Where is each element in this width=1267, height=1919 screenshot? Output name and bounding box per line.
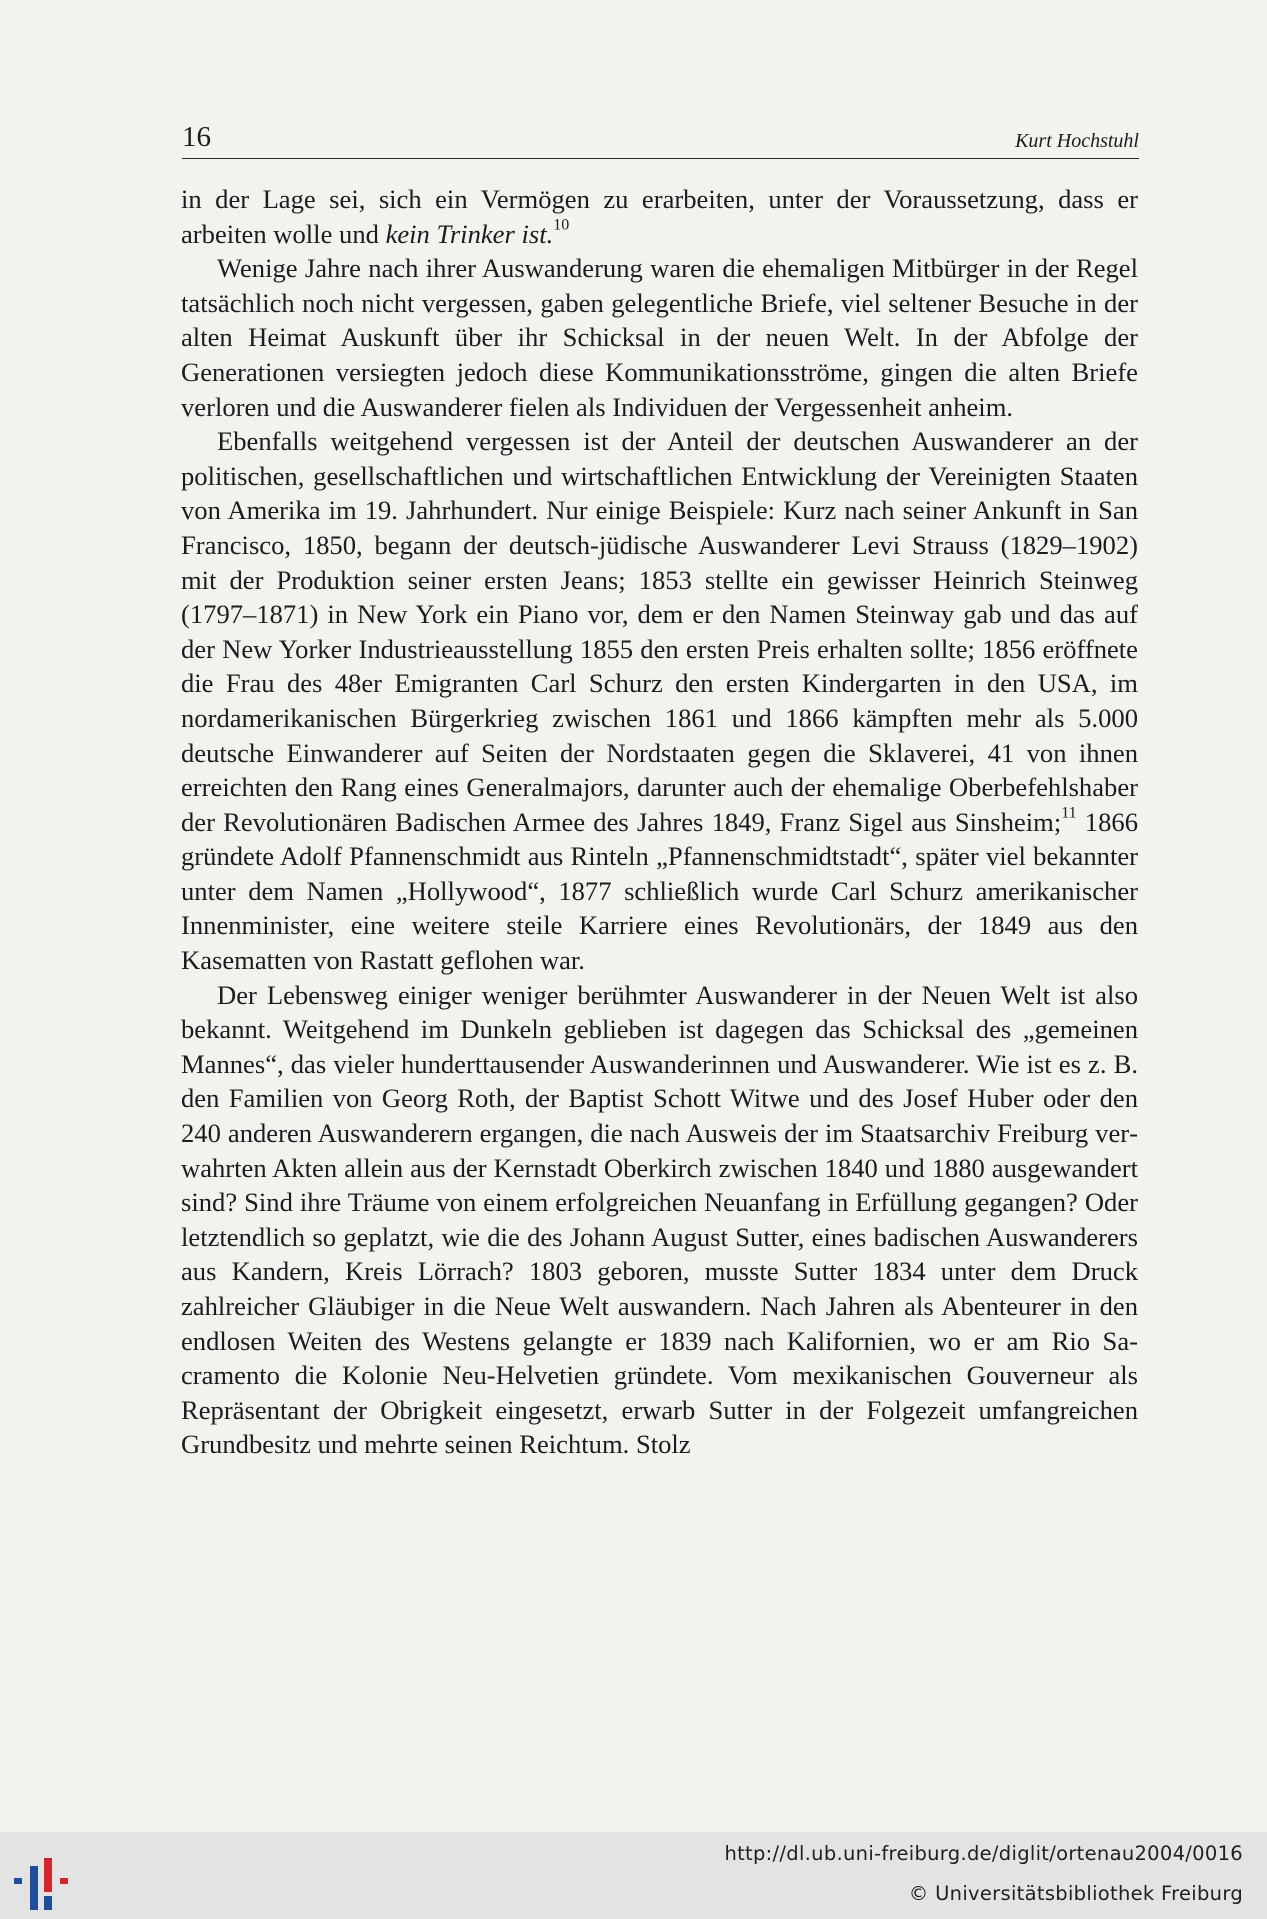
paragraph-3-text-b: 1866 gründete Adolf Pfannenschmidt aus Rinteln „Pfannenschmidtstadt“, später viel bekannter unter dem Namen „Hollywood“, 1877 schließlich wurde Carl Schurz amerikanischer Innenminister, eine weitere steile Karriere eines Revolutionärs, der 1849 aus den Kasematten von Rastatt geflohen war. <box>181 806 1138 976</box>
paragraph-1 <box>181 182 1138 251</box>
footnote-ref-10: 10 <box>553 216 570 233</box>
footnote-ref-11: 11 <box>1061 804 1077 822</box>
paragraph-3 <box>181 424 1138 978</box>
page-header <box>182 118 1139 159</box>
body-text <box>181 182 1138 1462</box>
footer-copyright: © Universitätsbibliothek Freiburg <box>908 1882 1243 1905</box>
paragraph-4: Der Lebensweg einiger weniger berühmter Auswanderer in der Neuen Welt ist also bekannt. Weitgehend im Dunkeln geblieben ist dagegen das Schicksal des „gemeinen Mannes“, das vieler hunderttausender Auswanderinnen und Auswanderer. Wie ist es z. B. den Familien von Georg Roth, der Baptist Schott Witwe und des Josef Huber oder den 240 anderen Auswanderern ergangen, die nach Ausweis der im Staatsarchiv Freiburg verwahrten Akten allein aus der Kernstadt Oberkirch zwischen 1840 und 1880 ausgewandert sind? Sind ihre Träume von einem erfolgreichen Neuanfang in Erfüllung gegangen? Oder letztendlich so geplatzt, wie die des Johann August Sutter, eines badischen Auswanderers aus Kandern, Kreis Lörrach? 1803 geboren, musste Sutter 1834 unter dem Druck zahlreicher Gläubiger in die Neue Welt auswandern. Nach Jahren als Abenteurer in den endlosen Weiten des Westens gelangte er 1839 nach Kalifornien, wo er am Rio Sacramento die Kolonie Neu-Helvetien gründete. Vom mexikanischen Gouverneur als Repräsentant der Obrigkeit eingesetzt, erwarb Sutter in der Folgezeit umfangreichen Grundbesitz und mehrte seinen Reichtum. Stolz <box>181 979 1138 1460</box>
running-head-author: Kurt Hochstuhl <box>1015 130 1139 152</box>
paragraph-1-italic: kein Trinker ist. <box>385 218 554 249</box>
page-number: 16 <box>182 121 211 153</box>
footer-bar <box>0 1832 1267 1919</box>
paragraph-2: Wenige Jahre nach ihrer Auswanderung waren die ehemaligen Mitbürger in der Regel tatsächlich noch nicht vergessen, gaben gelegentliche Briefe, viel seltener Besuche in der alten Heimat Auskunft über ihr Schicksal in der neuen Welt. In der Abfolge der Generationen versiegten jedoch diese Kommunikationsströme, gingen die alten Briefe verloren und die Auswanderer fielen als Individuen der Vergessenheit anheim. <box>181 253 1138 422</box>
footer-url[interactable]: http://dl.ub.uni-freiburg.de/diglit/ortenau2004/0016 <box>724 1842 1243 1865</box>
paragraph-1-text: in der Lage sei, sich ein Vermögen zu erarbeiten, unter der Voraussetzung, dass er arbeiten wolle und <box>181 184 1138 249</box>
ub-freiburg-logo-icon <box>14 1858 80 1910</box>
paragraph-3-text-a: Ebenfalls weitgehend vergessen ist der Anteil der deutschen Auswanderer an der politischen, gesellschaftlichen und wirtschaftlichen Entwicklung der Vereinigten Staaten von Amerika im 19. Jahrhundert. Nur einige Beispiele: Kurz nach seiner Ankunft in San Francisco, 1850, begann der deutsch-jüdische Auswanderer Levi Strauss (1829–1902) mit der Produktion seiner ersten Jeans; 1853 stellte ein gewisser Heinrich Steinweg (1797–1871) in New York ein Piano vor, dem er den Namen Steinway gab und das auf der New Yorker Industrieausstellung 1855 den ersten Preis erhalten sollte; 1856 eröffnete die Frau des 48er Emigranten Carl Schurz den ersten Kindergarten in den USA, im nordamerikanischen Bürgerkrieg zwischen 1861 und 1866 kämpften mehr als 5.000 deutsche Einwanderer auf Seiten der Nordstaaten gegen die Sklaverei, 41 von ihnen erreichten den Rang eines Generalmajors, darunter auch der ehemalige Oberbefehlshaber der Revolutionären Badischen Armee des Jahres 1849, Franz Sigel aus Sinsheim; <box>181 426 1138 837</box>
